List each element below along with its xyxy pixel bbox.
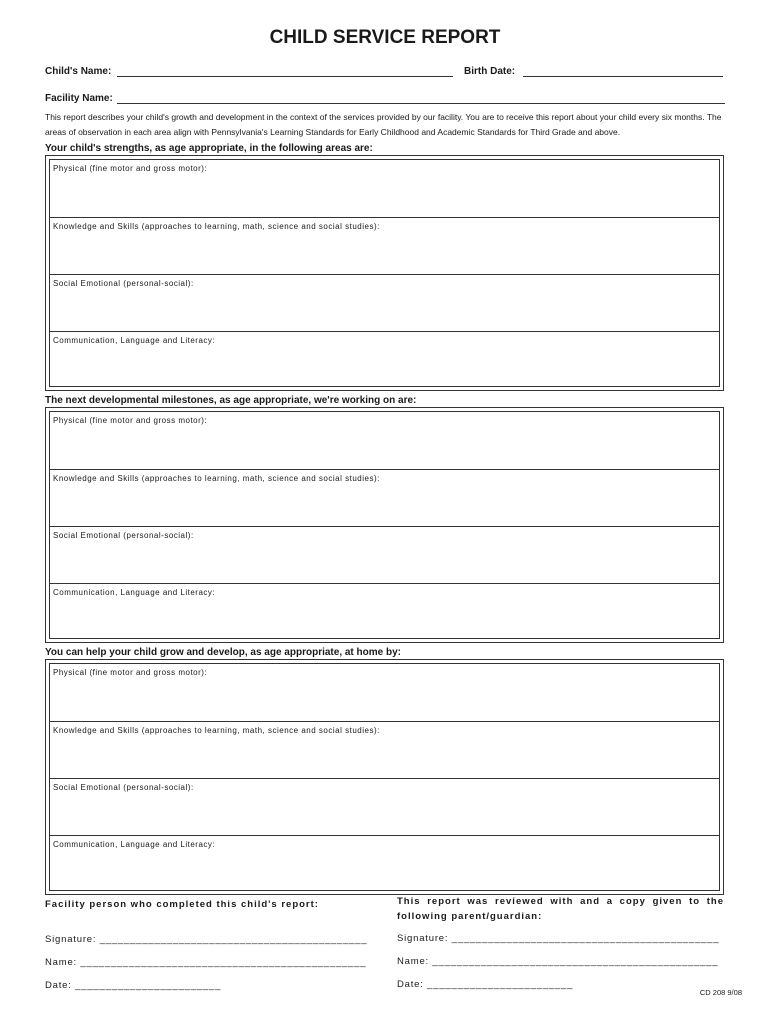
parent-signature-heading: This report was reviewed with and a copy given to the following parent/guardian: <box>397 896 724 922</box>
row-label: Knowledge and Skills (approaches to learning, math, science and social studies): <box>53 474 380 483</box>
milestones-physical-field[interactable] <box>50 412 719 469</box>
section-milestones-box <box>45 407 724 643</box>
childs-name-label: Child's Name: <box>45 66 112 77</box>
row-label: Social Emotional (personal-social): <box>53 783 194 792</box>
parent-signature-field[interactable]: Signature: ____________________________________________ <box>397 933 720 944</box>
section-home-box <box>45 659 724 895</box>
strengths-communication-field[interactable] <box>50 331 719 388</box>
row-label: Communication, Language and Literacy: <box>53 588 216 597</box>
row-label: Physical (fine motor and gross motor): <box>53 164 208 173</box>
parent-name-field[interactable]: Name: _______________________________________________ <box>397 956 719 967</box>
home-communication-field[interactable] <box>50 835 719 892</box>
home-knowledge-field[interactable] <box>50 721 719 778</box>
row-label: Communication, Language and Literacy: <box>53 336 216 345</box>
birth-date-label: Birth Date: <box>464 66 516 77</box>
facility-name-field[interactable] <box>117 103 725 104</box>
strengths-physical-field[interactable] <box>50 160 719 217</box>
page-title: CHILD SERVICE REPORT <box>269 27 501 48</box>
home-social-field[interactable] <box>50 778 719 835</box>
row-label: Knowledge and Skills (approaches to learning, math, science and social studies): <box>53 726 380 735</box>
birth-date-field[interactable] <box>523 76 723 77</box>
strengths-knowledge-field[interactable] <box>50 217 719 274</box>
parent-date-field[interactable]: Date: ________________________ <box>397 979 574 990</box>
childs-name-field[interactable] <box>117 76 453 77</box>
facility-signature-heading: Facility person who completed this child's report: <box>45 899 319 910</box>
row-label: Knowledge and Skills (approaches to learning, math, science and social studies): <box>53 222 380 231</box>
milestones-knowledge-field[interactable] <box>50 469 719 526</box>
facility-date-field[interactable]: Date: ________________________ <box>45 980 222 991</box>
facility-name-signature-field[interactable]: Name: _______________________________________________ <box>45 957 367 968</box>
row-label: Communication, Language and Literacy: <box>53 840 216 849</box>
facility-name-label: Facility Name: <box>45 93 113 104</box>
section-milestones-heading: The next developmental milestones, as age appropriate, we're working on are: <box>45 395 417 406</box>
form-number: CD 208 9/08 <box>699 988 742 997</box>
row-label: Social Emotional (personal-social): <box>53 531 194 540</box>
home-physical-field[interactable] <box>50 664 719 721</box>
section-strengths-box <box>45 155 724 391</box>
strengths-social-field[interactable] <box>50 274 719 331</box>
row-label: Social Emotional (personal-social): <box>53 279 194 288</box>
row-label: Physical (fine motor and gross motor): <box>53 668 208 677</box>
milestones-social-field[interactable] <box>50 526 719 583</box>
row-label: Physical (fine motor and gross motor): <box>53 416 208 425</box>
intro-paragraph: This report describes your child's growth and development in the context of the services provided by our facility. You are to receive this report about your child every six months. The areas of observation in each area align with Pennsylvania's Learning Standards for Early Childhood and Academic Standards for Third Grade and above. <box>45 112 722 137</box>
facility-signature-field[interactable]: Signature: ____________________________________________ <box>45 934 368 945</box>
section-home-heading: You can help your child grow and develop, as age appropriate, at home by: <box>45 647 401 658</box>
milestones-communication-field[interactable] <box>50 583 719 640</box>
section-strengths-heading: Your child's strengths, as age appropriate, in the following areas are: <box>45 143 373 154</box>
